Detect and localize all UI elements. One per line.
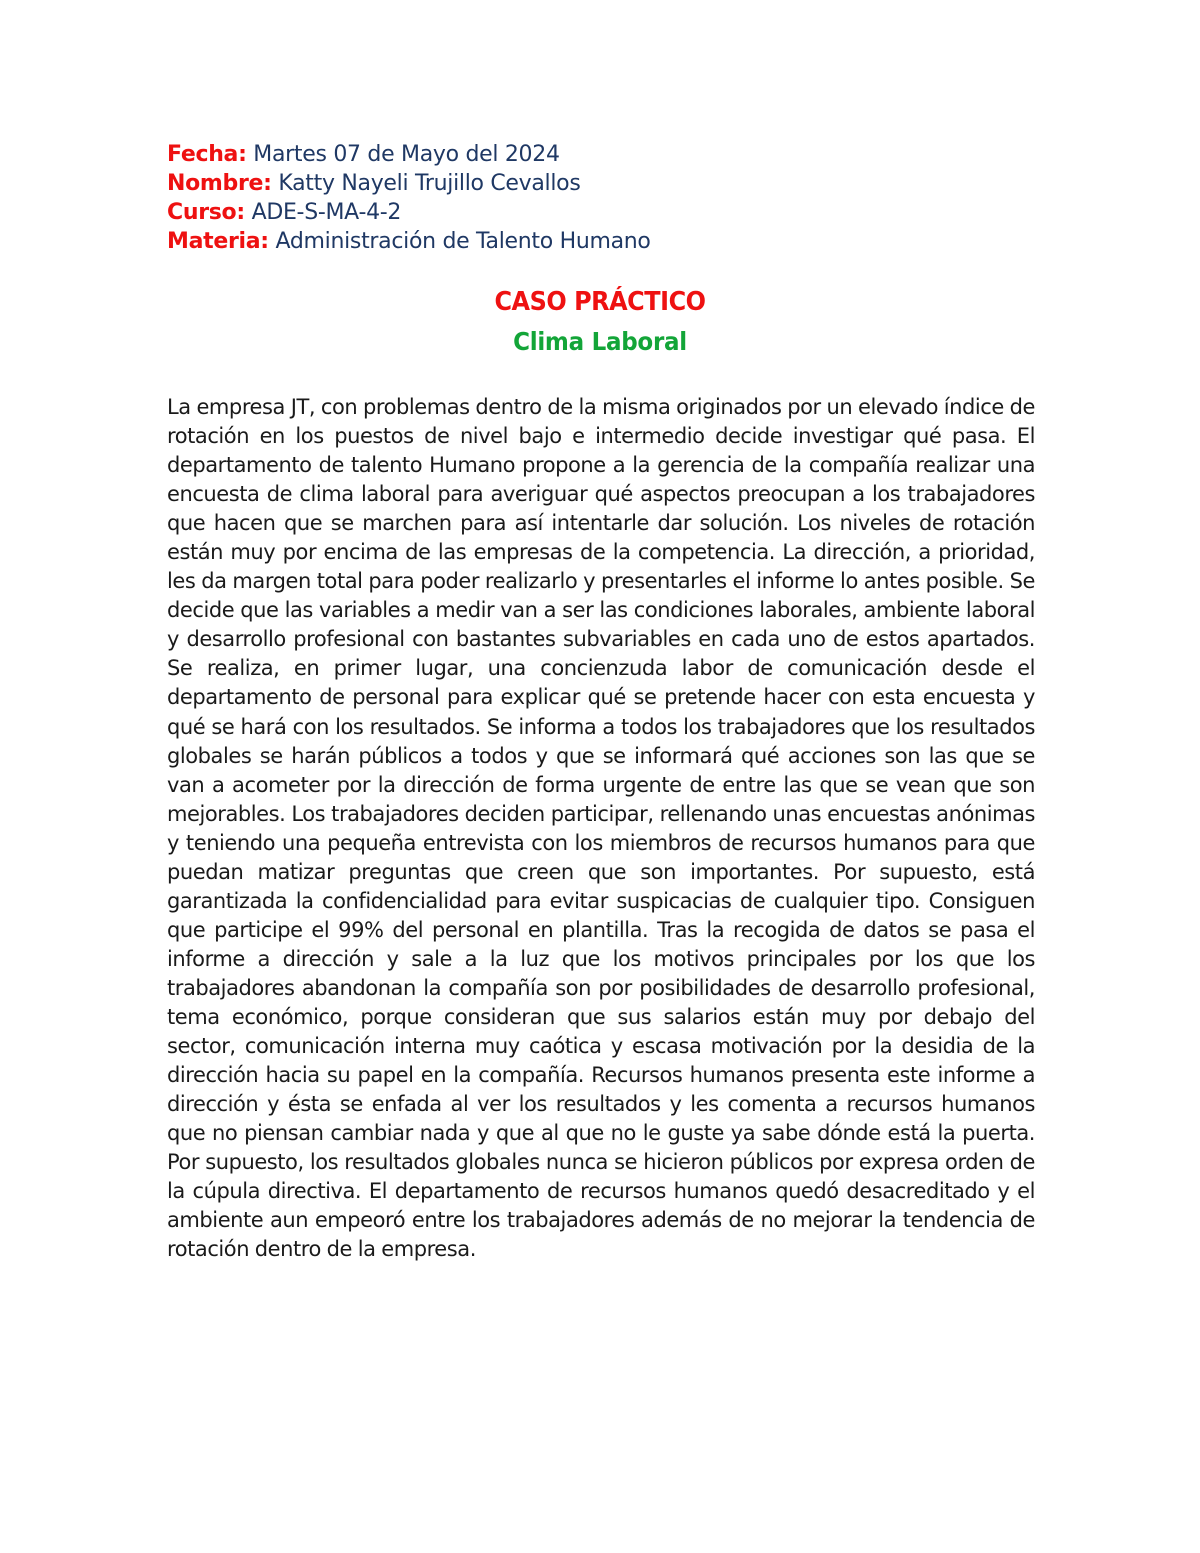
curso-value: ADE-S-MA-4-2 [244,200,402,225]
nombre-value: Katty Nayeli Trujillo Cevallos [271,171,581,196]
document-header [167,140,1037,256]
nombre-line [167,169,1037,198]
document-title: CASO PRÁCTICO [494,287,706,317]
materia-line [167,227,1037,256]
curso-line [167,198,1037,227]
document-titles [0,282,1200,362]
materia-value: Administración de Talento Humano [268,229,651,254]
materia-label: Materia: [167,229,269,254]
curso-label: Curso: [167,200,245,225]
case-study-paragraph: La empresa JT, con problemas dentro de la misma originados por un elevado índice de rotación en los puestos de nivel bajo e intermedio decide investigar qué pasa. El departamento de talento Humano propone a la gerencia de la compañía realizar una encuesta de clima laboral para averiguar qué aspectos preocupan a los trabajadores que hacen que se marchen para así intentarle dar solución. Los niveles de rotación están muy por encima de las empresas de la competencia. La dirección, a prioridad, les da margen total para poder realizarlo y presentarles el informe lo antes posible. Se decide que las variables a medir van a ser las condiciones laborales, ambiente laboral y desarrollo profesional con bastantes subvariables en cada uno de estos apartados. Se realiza, en primer lugar, una concienzuda labor de comunicación desde el departamento de personal para explicar qué se pretende hacer con esta encuesta y qué se hará con los resultados. Se informa a todos los trabajadores que los resultados globales se harán públicos a todos y que se informará qué acciones son las que se van a acometer por la dirección de forma urgente de entre las que se vean que son mejorables. Los trabajadores deciden participar, rellenando unas encuestas anónimas y teniendo una pequeña entrevista con los miembros de recursos humanos para que puedan matizar preguntas que creen que son importantes. Por supuesto, está garantizada la confidencialidad para evitar suspicacias de cualquier tipo. Consiguen que participe el 99% del personal en plantilla. Tras la recogida de datos se pasa el informe a dirección y sale a la luz que los motivos principales por los que los trabajadores abandonan la compañía son por posibilidades de desarrollo profesional, tema económico, porque consideran que sus salarios están muy por debajo del sector, comunicación interna muy caótica y escasa motivación por la desidia de la dirección hacia su papel en la compañía. Recursos humanos presenta este informe a dirección y ésta se enfada al ver los resultados y les comenta a recursos humanos que no piensan cambiar nada y que al que no le guste ya sabe dónde está la puerta. Por supuesto, los resultados globales nunca se hicieron públicos por expresa orden de la cúpula directiva. El departamento de recursos humanos quedó desacreditado y el ambiente aun empeoró entre los trabajadores además de no mejorar la tendencia de rotación dentro de la empresa. [167,395,1035,1262]
fecha-line [167,140,1037,169]
fecha-label: Fecha: [167,142,247,167]
fecha-value: Martes 07 de Mayo del 2024 [246,142,560,167]
document-subtitle: Clima Laboral [513,327,687,356]
nombre-label: Nombre: [167,171,272,196]
